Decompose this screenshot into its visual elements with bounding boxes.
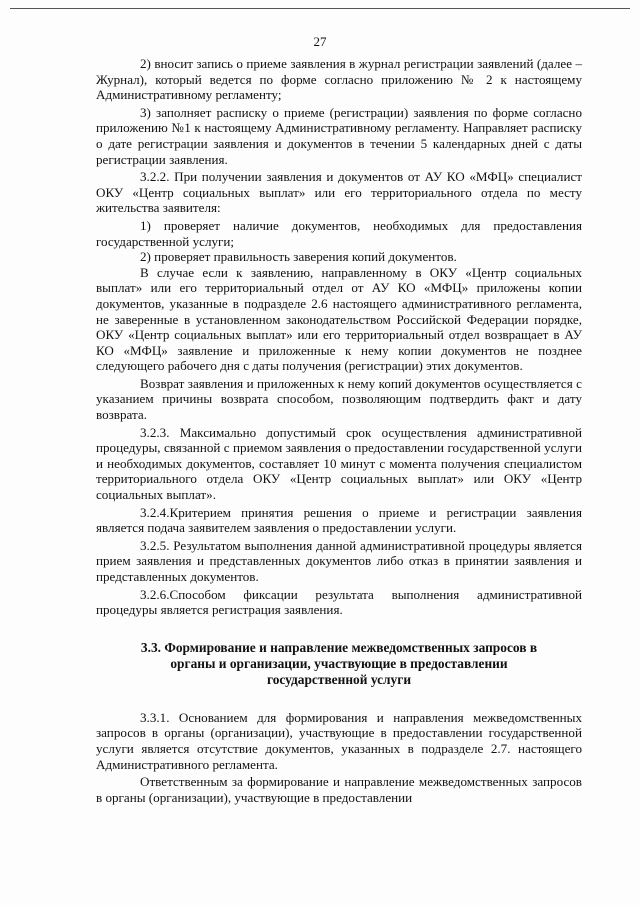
top-border-line <box>10 8 630 9</box>
paragraph-3-2-4: 3.2.4.Критерием принятия решения о приеме и регистрации заявления является подача заявителем заявления о предоставлении услуги. <box>96 504 582 536</box>
page-number: 27 <box>313 34 327 49</box>
paragraph-3-2-2: 3.2.2. При получении заявления и документов от АУ КО «МФЦ» специалист ОКУ «Центр социальных выплат» или его территориального отдела по месту жительства заявителя: <box>96 169 582 216</box>
paragraph-return-method: Возврат заявления и приложенных к нему копий документов осуществляется с указанием причины возврата способом, позволяющим подтвердить факт и дату возврата. <box>96 375 582 423</box>
paragraph-check-copies: 2) проверяет правильность заверения копий документов. <box>140 249 457 265</box>
paragraph-3-2-6: 3.2.6.Способом фиксации результата выполнения административной процедуры является регистрация заявления. <box>96 586 582 618</box>
paragraph-responsible: Ответственным за формирование и направление межведомственных запросов в органы (организации), участвующие в предоставлении <box>96 774 582 805</box>
paragraph-return-case: В случае если к заявлению, направленному в ОКУ «Центр социальных выплат» или его территориальный отдел от АУ КО «МФЦ» приложены копии документов, указанные в подразделе 2.6 настоящего административного регламента, не заверенные в установленном законодательством Российской Федерации порядке, ОКУ «Центр социальных выплат» или его территориальный отдел возвращает в АУ КО «МФЦ» заявление и приложенные к нему копии документов не позднее следующего рабочего дня с даты получения (регистрации) этих документов. <box>96 264 582 374</box>
paragraph-item-3: 3) заполняет расписку о приеме (регистрации) заявления по форме согласно приложению №1 к настоящему Административному регламенту. Направляет расписку о дате регистрации заявления и документов в течении 5 календарных дней с даты регистрации заявления. <box>96 104 582 167</box>
document-body <box>96 56 582 805</box>
paragraph-3-2-5: 3.2.5. Результатом выполнения данной административной процедуры является прием заявления и представленных документов либо отказ в принятии заявления и представленных документов. <box>96 537 582 584</box>
paragraph-3-2-3: 3.2.3. Максимально допустимый срок осуществления административной процедуры, связанной с приемом заявления о предоставлении государственной услуги и необходимых документов, составляет 10 минут с момента получения специалистом территориального отдела ОКУ «Центр социальных выплат» или ОКУ «Центр социальных выплат». <box>96 424 582 503</box>
section-heading-line: 3.3. Формирование и направление межведомственных запросов в <box>140 639 538 655</box>
section-heading-line: органы и организации, участвующие в предоставлении <box>170 655 508 671</box>
paragraph-check-documents: 1) проверяет наличие документов, необходимых для предоставления государственной услуги; <box>96 217 582 249</box>
section-heading-line: государственной услуги <box>266 671 412 687</box>
paragraph-3-3-1: 3.3.1. Основанием для формирования и направления межведомственных запросов в органы (организации), участвующие в предоставлении государственной услуги является отсутствие документов, указанных в подразделе 2.7. настоящего Административного регламента. <box>96 709 582 772</box>
section-heading-3-3 <box>96 640 582 688</box>
paragraph-item-2: 2) вносит запись о приеме заявления в журнал регистрации заявлений (далее – Журнал), который ведется по форме согласно приложению № 2 к настоящему Административному регламенту; <box>96 56 582 103</box>
